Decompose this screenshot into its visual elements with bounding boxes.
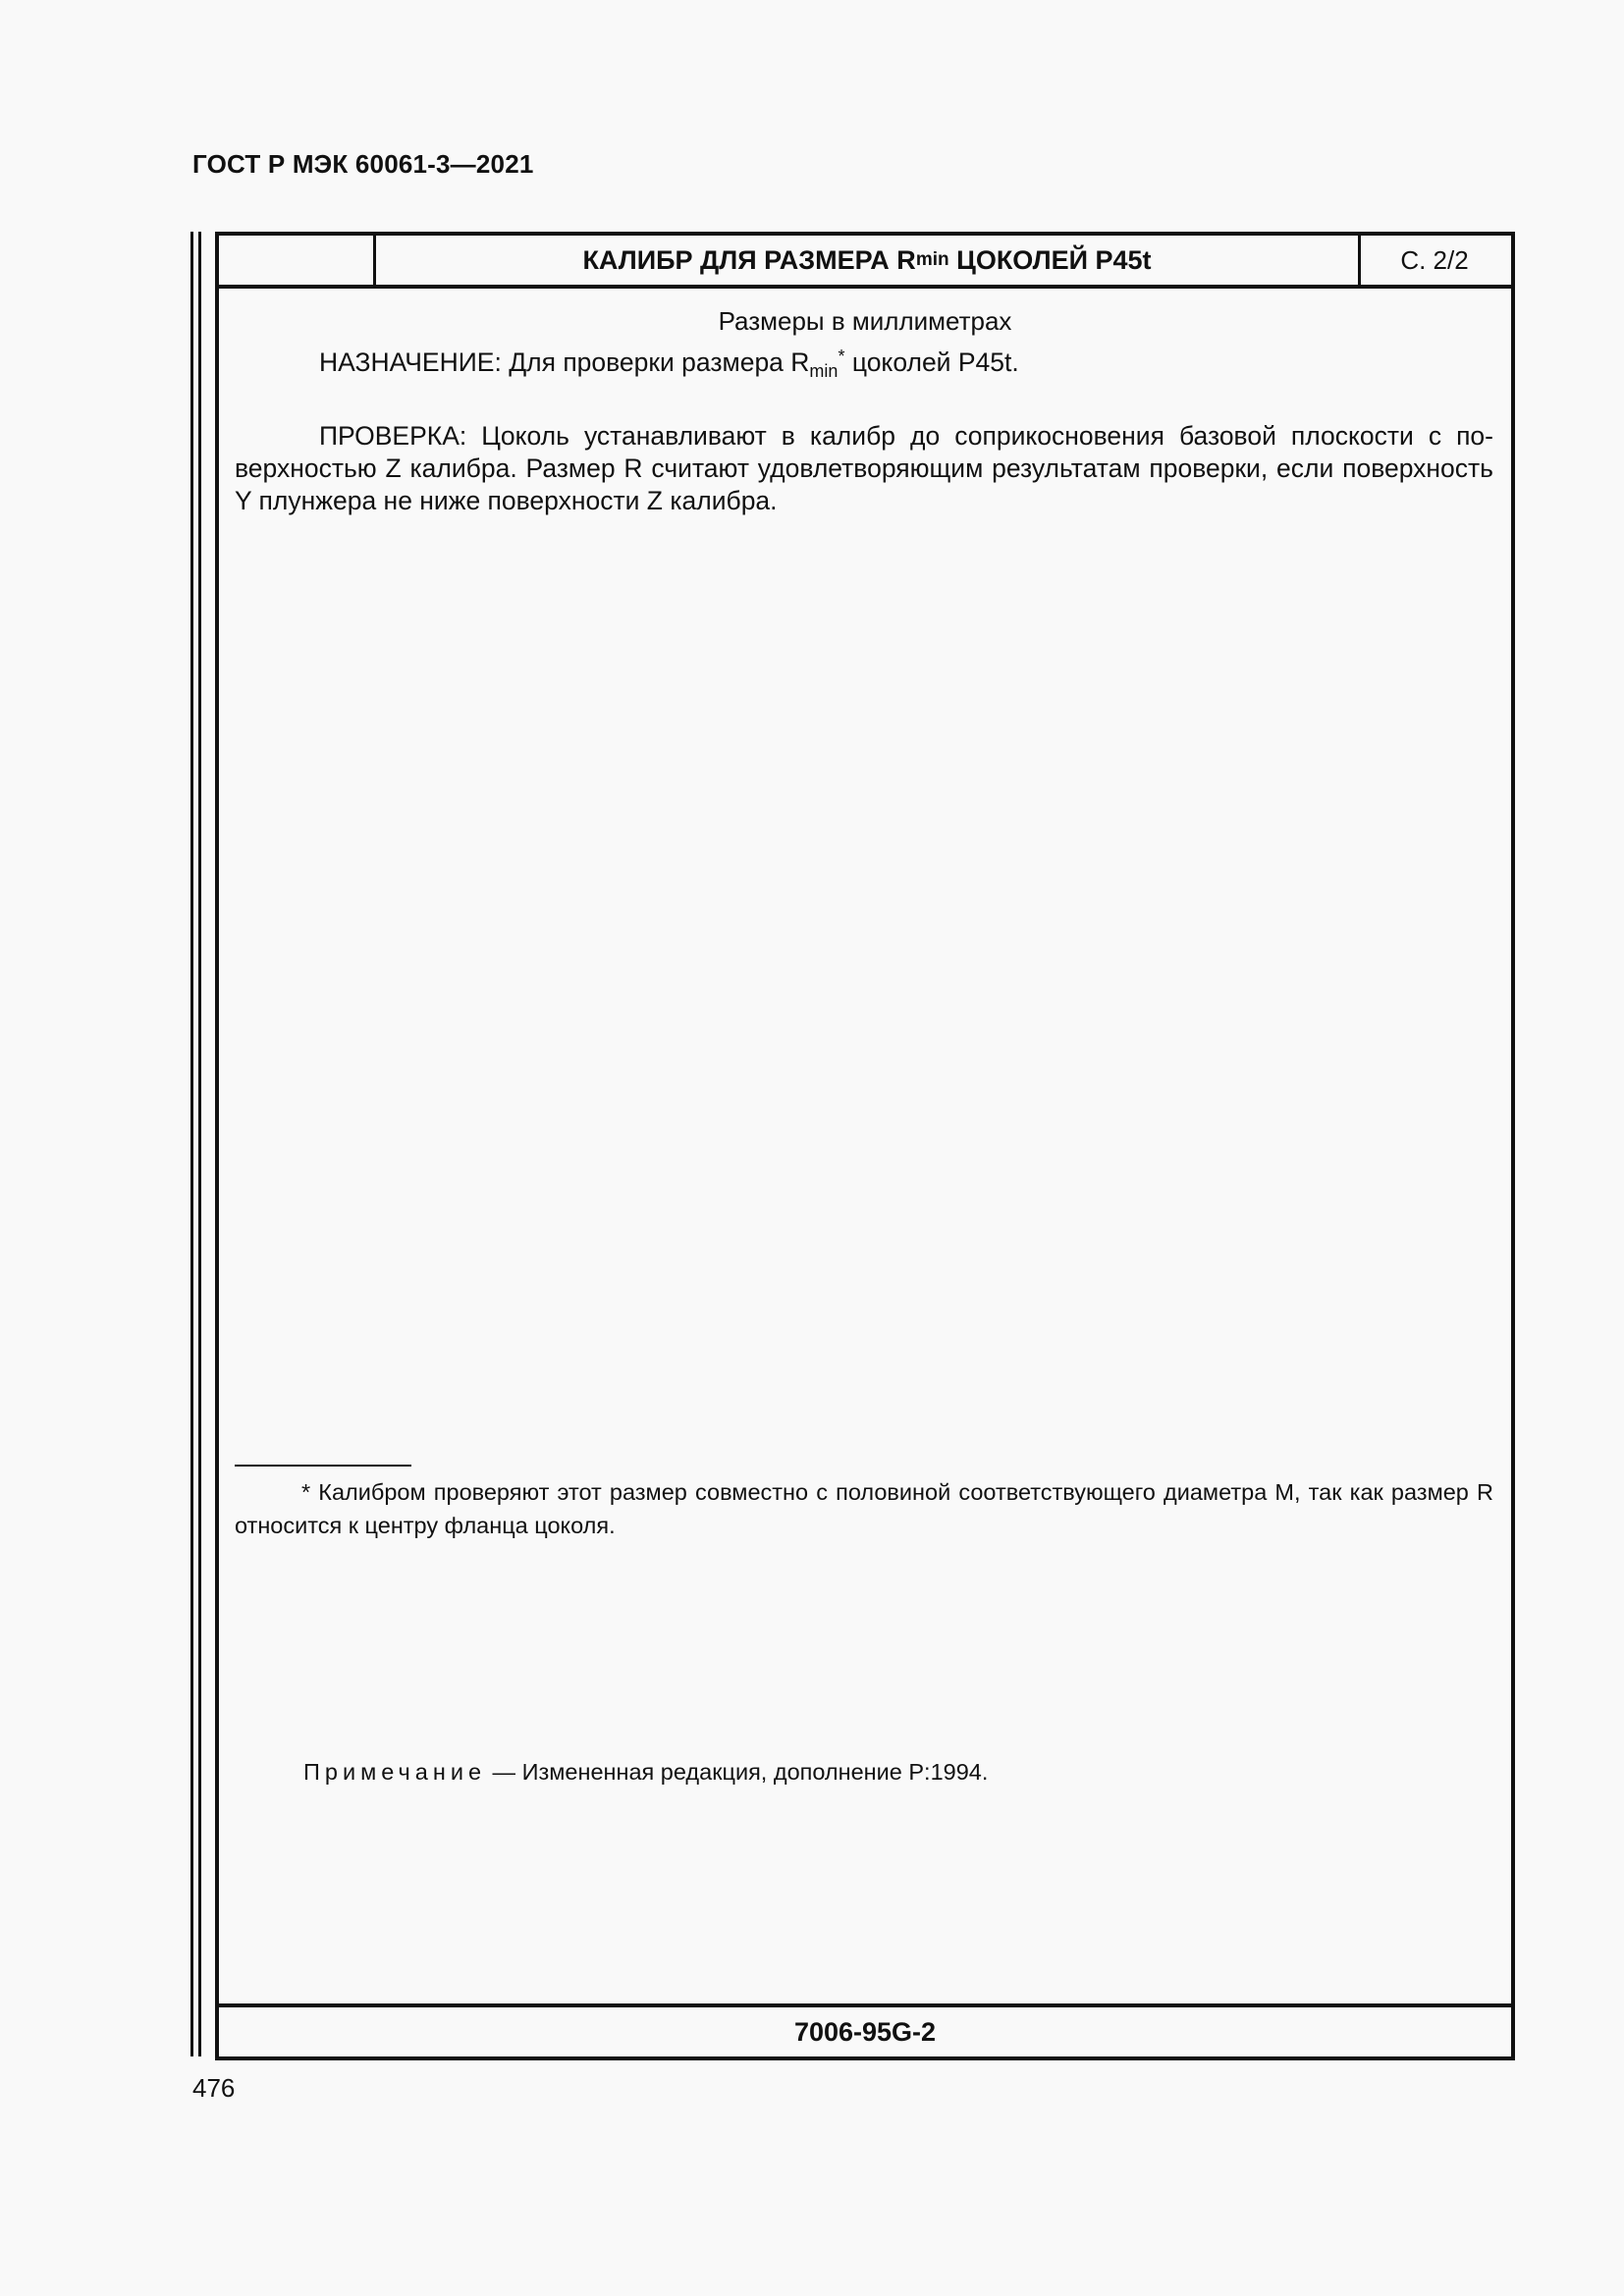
purpose-text-before: Для проверки размера R bbox=[501, 347, 810, 377]
title-row bbox=[219, 236, 1511, 289]
sheet-title-prefix: КАЛИБР ДЛЯ РАЗМЕРА R bbox=[582, 244, 916, 275]
sheet-code: 7006-95G-2 bbox=[219, 2003, 1511, 2056]
sheet-title: КАЛИБР ДЛЯ РАЗМЕРА R min ЦОКОЛЕЙ P45t bbox=[373, 236, 1361, 285]
sheet-frame bbox=[215, 232, 1515, 2060]
check-paragraph bbox=[235, 420, 1493, 517]
check-text: Цоколь устанавливают в калибр до соприкосновения базовой плоскости с поверхностью Z калибра. Размер R считают удовлетворяющим результатам проверки, если поверхность Y плунжера не ниже поверхности Z калибра. bbox=[235, 421, 1493, 515]
page-number: 476 bbox=[192, 2073, 236, 2103]
sheet-title-suffix: ЦОКОЛЕЙ P45t bbox=[948, 244, 1152, 275]
page-reference: С. 2/2 bbox=[1400, 244, 1469, 275]
note bbox=[303, 1756, 988, 1788]
standard-code-header: ГОСТ Р МЭК 60061-3—2021 bbox=[192, 149, 534, 179]
purpose-text-after: цоколей P45t. bbox=[844, 347, 1019, 377]
footnote: * Калибром проверяют этот размер совместно с половиной соответствующего диаметра M, так как размер R относится к центру фланца цоколя. bbox=[235, 1479, 1493, 1538]
purpose-superscript: * bbox=[838, 347, 845, 366]
purpose-subscript: min bbox=[809, 361, 839, 381]
units-note: Размеры в миллиметрах bbox=[718, 306, 1012, 336]
footnote-separator bbox=[235, 1465, 411, 1467]
purpose-paragraph bbox=[235, 347, 1493, 379]
purpose-label: НАЗНАЧЕНИЕ: bbox=[319, 347, 502, 377]
note-label: Примечание bbox=[303, 1759, 487, 1785]
binding-line bbox=[198, 232, 201, 2056]
note-text: — Измененная редакция, дополнение P:1994. bbox=[486, 1759, 989, 1785]
binding-line bbox=[190, 232, 193, 2056]
check-label: ПРОВЕРКА: bbox=[319, 421, 467, 451]
